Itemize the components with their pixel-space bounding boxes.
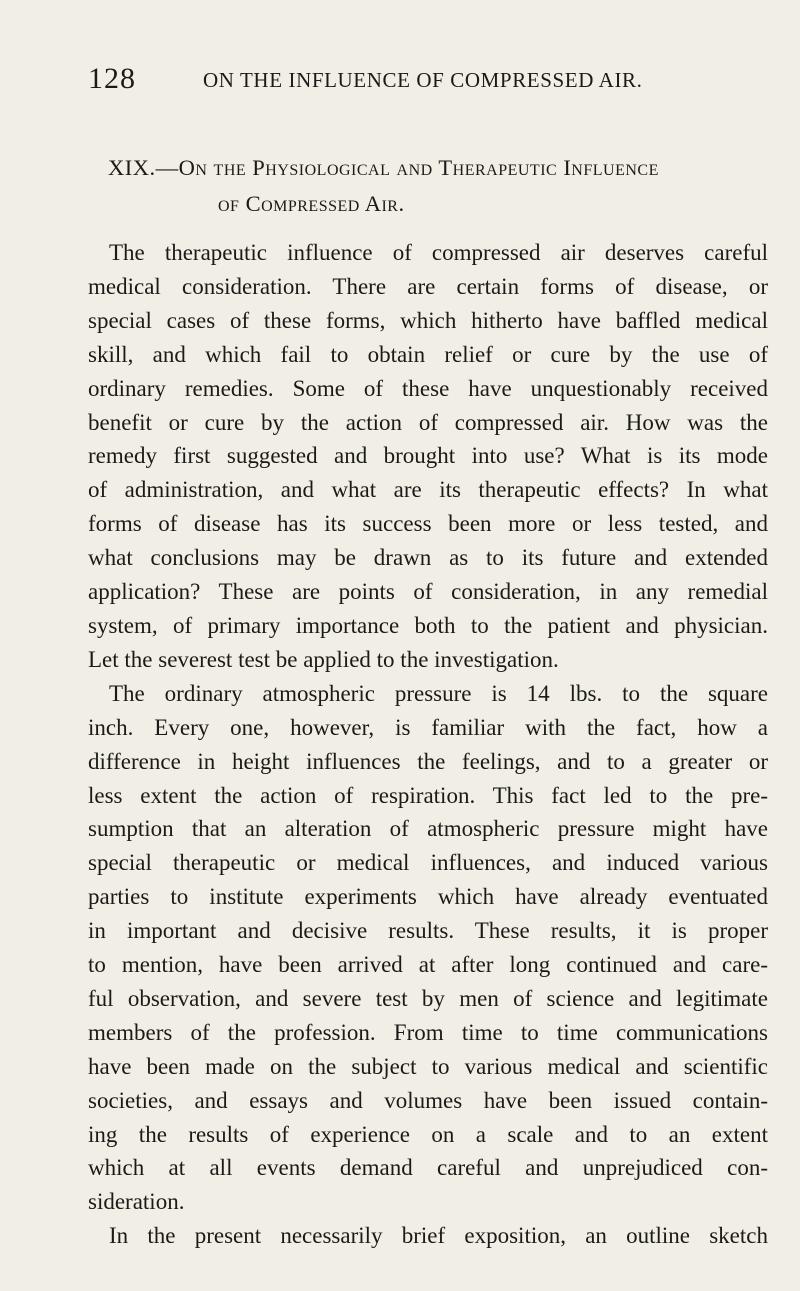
text-line: have been made on the subject to various medical and scientific xyxy=(88,1053,768,1079)
text-line: special cases of these forms, which hitherto have baffled medical xyxy=(88,307,768,333)
text-line: which at all events demand careful and unprejudiced con- xyxy=(88,1155,768,1181)
text-line: The therapeutic influence of compressed air deserves careful xyxy=(109,240,768,265)
text-line: special therapeutic or medical influences, and induced various xyxy=(88,850,768,876)
text-line: in important and decisive results. These results, it is proper xyxy=(88,918,768,944)
running-title: ON THE INFLUENCE OF COMPRESSED AIR. xyxy=(203,68,643,92)
text-line: application? These are points of consideration, in any remedial xyxy=(88,579,768,605)
page-number: 128 xyxy=(88,62,136,95)
text-line: members of the profession. From time to time communications xyxy=(88,1019,768,1045)
text-line: sideration. xyxy=(88,1189,185,1215)
text-line: to mention, have been arrived at after long continued and care- xyxy=(88,952,768,978)
text-line: sumption that an alteration of atmospheric pressure might have xyxy=(88,816,768,842)
text-line: The ordinary atmospheric pressure is 14 lbs. to the square xyxy=(109,680,768,706)
text-line: less extent the action of respiration. This fact led to the pre- xyxy=(88,782,768,808)
text-line: societies, and essays and volumes have been issued contain- xyxy=(88,1087,768,1113)
body-text xyxy=(88,236,768,1253)
text-line: In the present necessarily brief exposition, an outline sketch xyxy=(109,1223,768,1249)
text-line: skill, and which fail to obtain relief or cure by the use of xyxy=(88,341,768,367)
text-line: Let the severest test be applied to the investigation. xyxy=(88,646,559,672)
text-line: benefit or cure by the action of compressed air. How was the xyxy=(88,409,768,435)
text-line: system, of primary importance both to the patient and physician. xyxy=(88,612,768,638)
section-heading-line-1: XIX.—On the Physiological and Therapeutic Influence xyxy=(108,155,659,180)
text-line: forms of disease has its success been more or less tested, and xyxy=(88,511,768,537)
running-head xyxy=(88,62,758,96)
text-line: ordinary remedies. Some of these have unquestionably received xyxy=(88,375,768,401)
section-heading xyxy=(108,150,768,222)
text-line: medical consideration. There are certain forms of disease, or xyxy=(88,273,768,299)
text-line: remedy first suggested and brought into use? What is its mode xyxy=(88,443,768,469)
text-line: ing the results of experience on a scale and to an extent xyxy=(88,1121,768,1147)
section-heading-line-2: of Compressed Air. xyxy=(218,191,405,216)
text-line: of administration, and what are its therapeutic effects? In what xyxy=(88,477,768,503)
text-line: inch. Every one, however, is familiar with the fact, how a xyxy=(88,714,768,740)
text-line: parties to institute experiments which have already eventuated xyxy=(88,884,768,910)
text-line: difference in height influences the feelings, and to a greater or xyxy=(88,748,768,774)
text-line: what conclusions may be drawn as to its future and extended xyxy=(88,545,768,571)
text-line: ful observation, and severe test by men of science and legitimate xyxy=(88,985,768,1011)
